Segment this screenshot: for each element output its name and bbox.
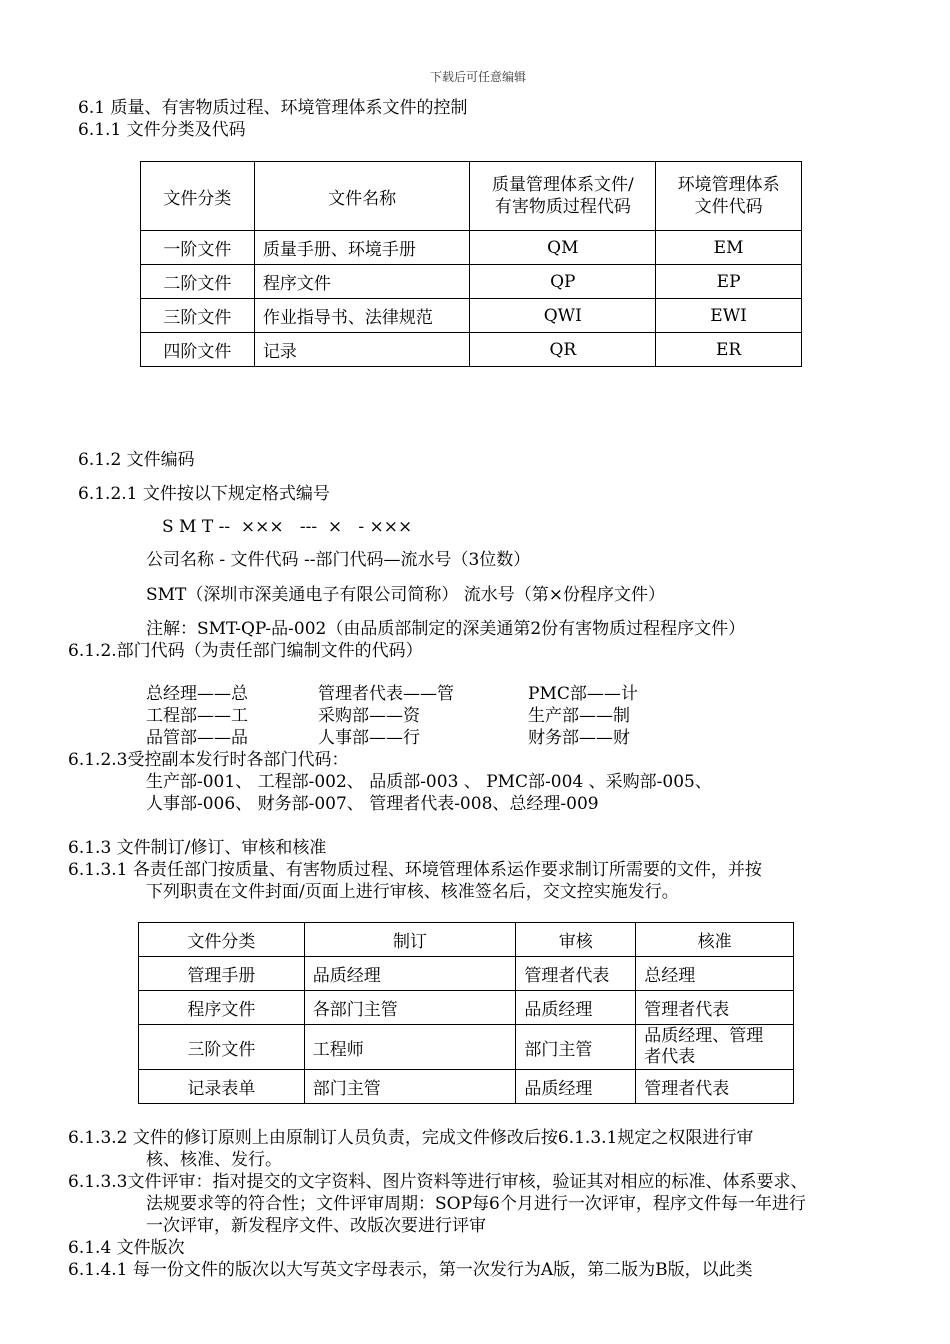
header-cell: 文件分类 xyxy=(141,162,255,231)
dept-code: 总经理——总 xyxy=(146,684,248,704)
table-cell: 部门主管 xyxy=(516,1025,636,1070)
file-classification-table xyxy=(140,161,802,367)
table-cell: ER xyxy=(656,333,802,367)
table-cell: EWI xyxy=(656,299,802,333)
code-format-line: S M T -- ××× --- × - ××× xyxy=(162,517,413,537)
section-6-1-heading: 6.1 质量、有害物质过程、环境管理体系文件的控制 xyxy=(78,98,468,118)
table-header-row xyxy=(139,923,794,957)
table-row xyxy=(141,231,802,265)
table-cell: 工程师 xyxy=(304,1025,516,1070)
table-row xyxy=(141,265,802,299)
section-6-1-3-1-line-2: 下列职责在文件封面/页面上进行审核、核准签名后，交文控实施发行。 xyxy=(146,882,679,902)
section-6-1-1-heading: 6.1.1 文件分类及代码 xyxy=(78,120,246,140)
table-cell: 质量手册、环境手册 xyxy=(254,231,470,265)
section-6-1-2-2-heading: 6.1.2.部门代码（为责任部门编制文件的代码） xyxy=(68,641,423,661)
table-row xyxy=(139,1070,794,1104)
table-row xyxy=(139,957,794,991)
table-cell: 各部门主管 xyxy=(304,991,516,1025)
table-cell: 作业指导书、法律规范 xyxy=(254,299,470,333)
copy-codes-line-1: 生产部-001、 工程部-002、 品质部-003 、 PMC部-004 、采购部-005、 xyxy=(146,772,712,792)
table-cell: 部门主管 xyxy=(304,1070,516,1104)
table-cell: 管理者代表 xyxy=(636,1070,794,1104)
section-6-1-2-heading: 6.1.2 文件编码 xyxy=(78,450,195,470)
table-cell: 品质经理、管理 者代表 xyxy=(636,1025,794,1070)
section-6-1-3-2-line-2: 核、核准、发行。 xyxy=(146,1150,282,1170)
dept-code: PMC部——计 xyxy=(528,684,638,704)
table-row xyxy=(139,991,794,1025)
header-cell: 文件分类 xyxy=(139,923,305,957)
table-cell: 记录 xyxy=(254,333,470,367)
table-cell: 品质经理 xyxy=(516,1070,636,1104)
header-cell: 核准 xyxy=(636,923,794,957)
section-6-1-3-3-line-3: 一次评审，新发程序文件、改版次要进行评审 xyxy=(146,1216,486,1236)
table-cell: 程序文件 xyxy=(139,991,305,1025)
table-header-row xyxy=(141,162,802,231)
section-6-1-3-heading: 6.1.3 文件制订/修订、审核和核准 xyxy=(68,838,327,858)
dept-code: 生产部——制 xyxy=(528,706,630,726)
header-cell: 制订 xyxy=(304,923,516,957)
dept-code: 工程部——工 xyxy=(146,706,248,726)
table-cell: 三阶文件 xyxy=(139,1025,305,1070)
table-cell: 程序文件 xyxy=(254,265,470,299)
table-row xyxy=(139,1025,794,1070)
table-cell: QP xyxy=(470,265,656,299)
dept-code: 管理者代表——管 xyxy=(318,684,454,704)
table-cell: 品质经理 xyxy=(516,991,636,1025)
table-cell: EM xyxy=(656,231,802,265)
section-6-1-4-heading: 6.1.4 文件版次 xyxy=(68,1238,185,1258)
header-cell: 环境管理体系 文件代码 xyxy=(656,162,802,231)
dept-code: 人事部——行 xyxy=(318,728,420,748)
smt-description: SMT（深圳市深美通电子有限公司简称） 流水号（第×份程序文件） xyxy=(146,585,666,605)
code-note: 注解：SMT-QP-品-002（由品质部制定的深美通第2份有害物质过程程序文件） xyxy=(146,619,746,639)
section-6-1-4-1-line-1: 6.1.4.1 每一份文件的版次以大写英文字母表示，第一次发行为A版，第二版为B版，以此类 xyxy=(68,1260,753,1280)
section-6-1-2-1-heading: 6.1.2.1 文件按以下规定格式编号 xyxy=(78,484,330,504)
table-cell: 总经理 xyxy=(636,957,794,991)
section-6-1-3-2-line-1: 6.1.3.2 文件的修订原则上由原制订人员负责，完成文件修改后按6.1.3.1规定之权限进行审 xyxy=(68,1128,754,1148)
table-cell: QM xyxy=(470,231,656,265)
table-row xyxy=(141,299,802,333)
table-cell: QWI xyxy=(470,299,656,333)
header-cell: 文件名称 xyxy=(254,162,470,231)
copy-codes-line-2: 人事部-006、 财务部-007、 管理者代表-008、总经理-009 xyxy=(146,794,599,814)
dept-code: 品管部——品 xyxy=(146,728,248,748)
table-cell: QR xyxy=(470,333,656,367)
section-6-1-3-3-line-1: 6.1.3.3文件评审：指对提交的文字资料、图片资料等进行审核，验证其对相应的标准、体系要求、 xyxy=(68,1172,808,1192)
dept-code: 采购部——资 xyxy=(318,706,420,726)
table-cell: 管理者代表 xyxy=(636,991,794,1025)
section-6-1-2-3-heading: 6.1.2.3受控副本发行时各部门代码： xyxy=(68,750,349,770)
approval-responsibility-table xyxy=(138,922,794,1104)
table-cell: 二阶文件 xyxy=(141,265,255,299)
header-cell: 质量管理体系文件/ 有害物质过程代码 xyxy=(470,162,656,231)
table-cell: 记录表单 xyxy=(139,1070,305,1104)
table-cell: 一阶文件 xyxy=(141,231,255,265)
table-cell: 品质经理 xyxy=(304,957,516,991)
header-cell: 审核 xyxy=(516,923,636,957)
table-cell: 管理手册 xyxy=(139,957,305,991)
section-6-1-3-3-line-2: 法规要求等的符合性；文件评审周期：SOP每6个月进行一次评审，程序文件每一年进行 xyxy=(146,1194,806,1214)
page-header: 下载后可任意编辑 xyxy=(430,70,527,84)
dept-code: 财务部——财 xyxy=(528,728,630,748)
code-format-description: 公司名称 - 文件代码 --部门代码—流水号（3位数） xyxy=(146,550,531,570)
table-cell: 管理者代表 xyxy=(516,957,636,991)
table-cell: 四阶文件 xyxy=(141,333,255,367)
section-6-1-3-1-line-1: 6.1.3.1 各责任部门按质量、有害物质过程、环境管理体系运作要求制订所需要的文件，并按 xyxy=(68,860,762,880)
table-row xyxy=(141,333,802,367)
table-cell: 三阶文件 xyxy=(141,299,255,333)
table-cell: EP xyxy=(656,265,802,299)
